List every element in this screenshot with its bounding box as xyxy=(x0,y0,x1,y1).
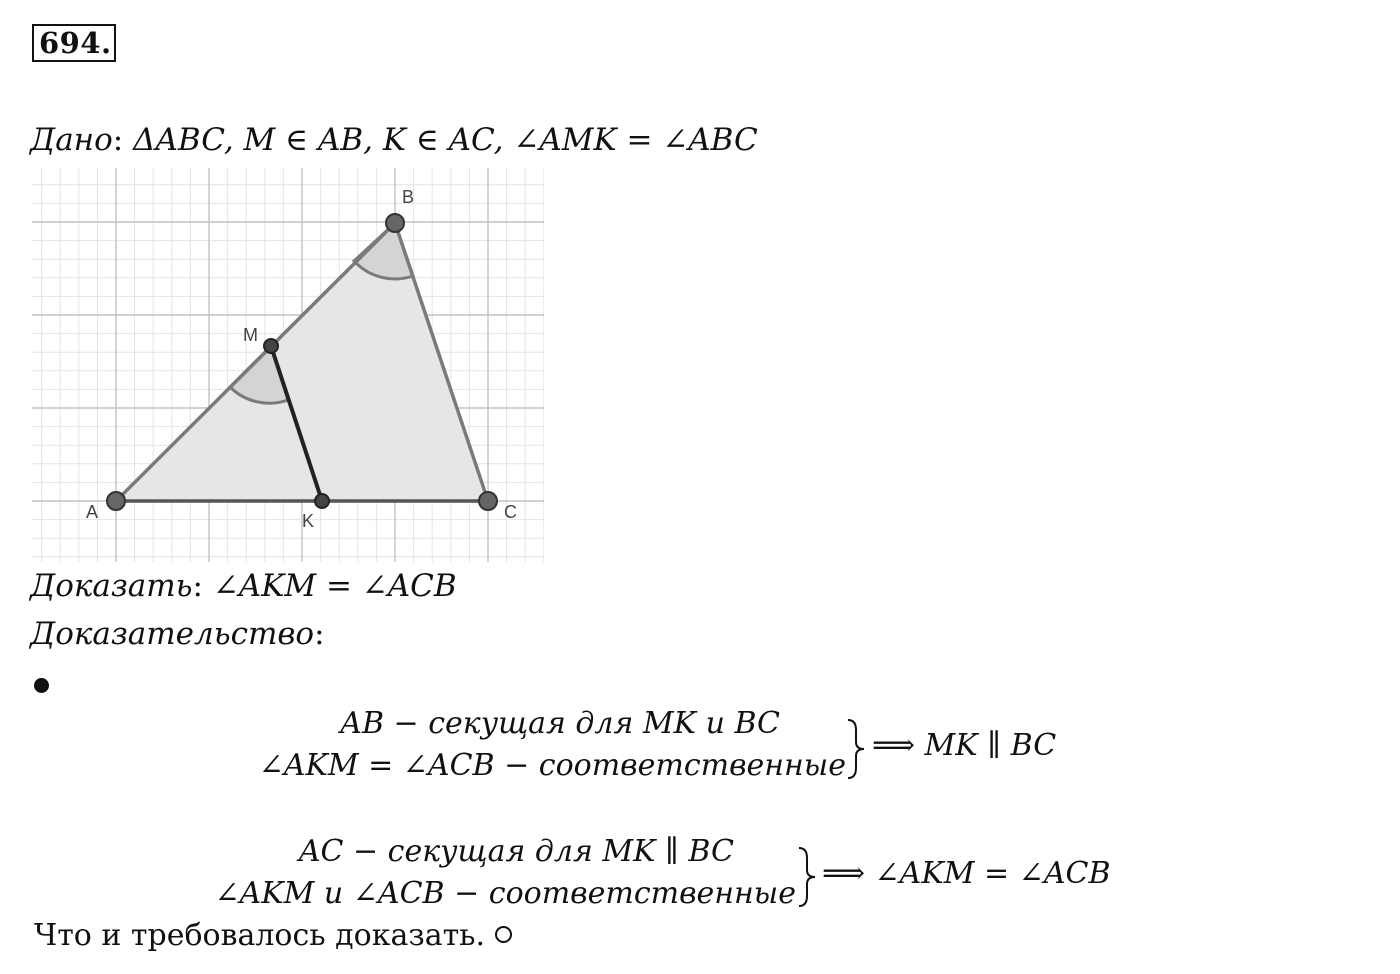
to-prove-line: Доказать: ∠AKM = ∠ACB xyxy=(30,568,457,604)
point-c xyxy=(479,492,497,510)
proof-heading: Доказательство: xyxy=(30,616,325,652)
conclusion-line xyxy=(34,918,512,953)
system2-line1: AC − секущая для MK ∥ BC xyxy=(298,834,734,869)
system1-result: ⟹ MK ∥ BC xyxy=(872,728,1057,763)
geometry-figure xyxy=(32,168,544,562)
point-m xyxy=(264,339,278,353)
proof-system-2 xyxy=(200,834,796,918)
given-label: Дано xyxy=(30,122,113,158)
problem-number: 694. xyxy=(32,24,116,62)
point-b xyxy=(386,214,404,232)
label-k: K xyxy=(302,511,315,531)
point-a xyxy=(107,492,125,510)
to-prove-label: Доказать xyxy=(30,568,193,604)
system1-line2: ∠AKM = ∠ACB − соответственные xyxy=(258,748,846,783)
given-line: Дано: ΔABC, M ∈ AB, K ∈ AC, ∠AMK = ∠ABC xyxy=(30,122,758,158)
given-statement: ΔABC, M ∈ AB, K ∈ AC, ∠AMK = ∠ABC xyxy=(133,122,758,158)
system2-line2: ∠AKM и ∠ACB − соответственные xyxy=(214,876,796,911)
brace-1 xyxy=(845,718,867,780)
system2-result: ⟹ ∠AKM = ∠ACB xyxy=(822,856,1111,891)
system1-line1: AB − секущая для MK и BC xyxy=(340,706,780,741)
label-c: C xyxy=(504,502,517,522)
proof-system-1 xyxy=(240,706,846,790)
point-k xyxy=(315,494,329,508)
qed-circle-icon xyxy=(495,926,512,943)
brace-2 xyxy=(796,846,818,908)
label-a: A xyxy=(86,502,99,522)
to-prove-statement: ∠AKM = ∠ACB xyxy=(212,568,457,604)
label-b: B xyxy=(402,187,415,207)
conclusion-text: Что и требовалось доказать. xyxy=(34,918,486,953)
bullet-point xyxy=(34,678,49,693)
proof-label: Доказательство xyxy=(30,616,315,652)
label-m: M xyxy=(243,325,258,345)
